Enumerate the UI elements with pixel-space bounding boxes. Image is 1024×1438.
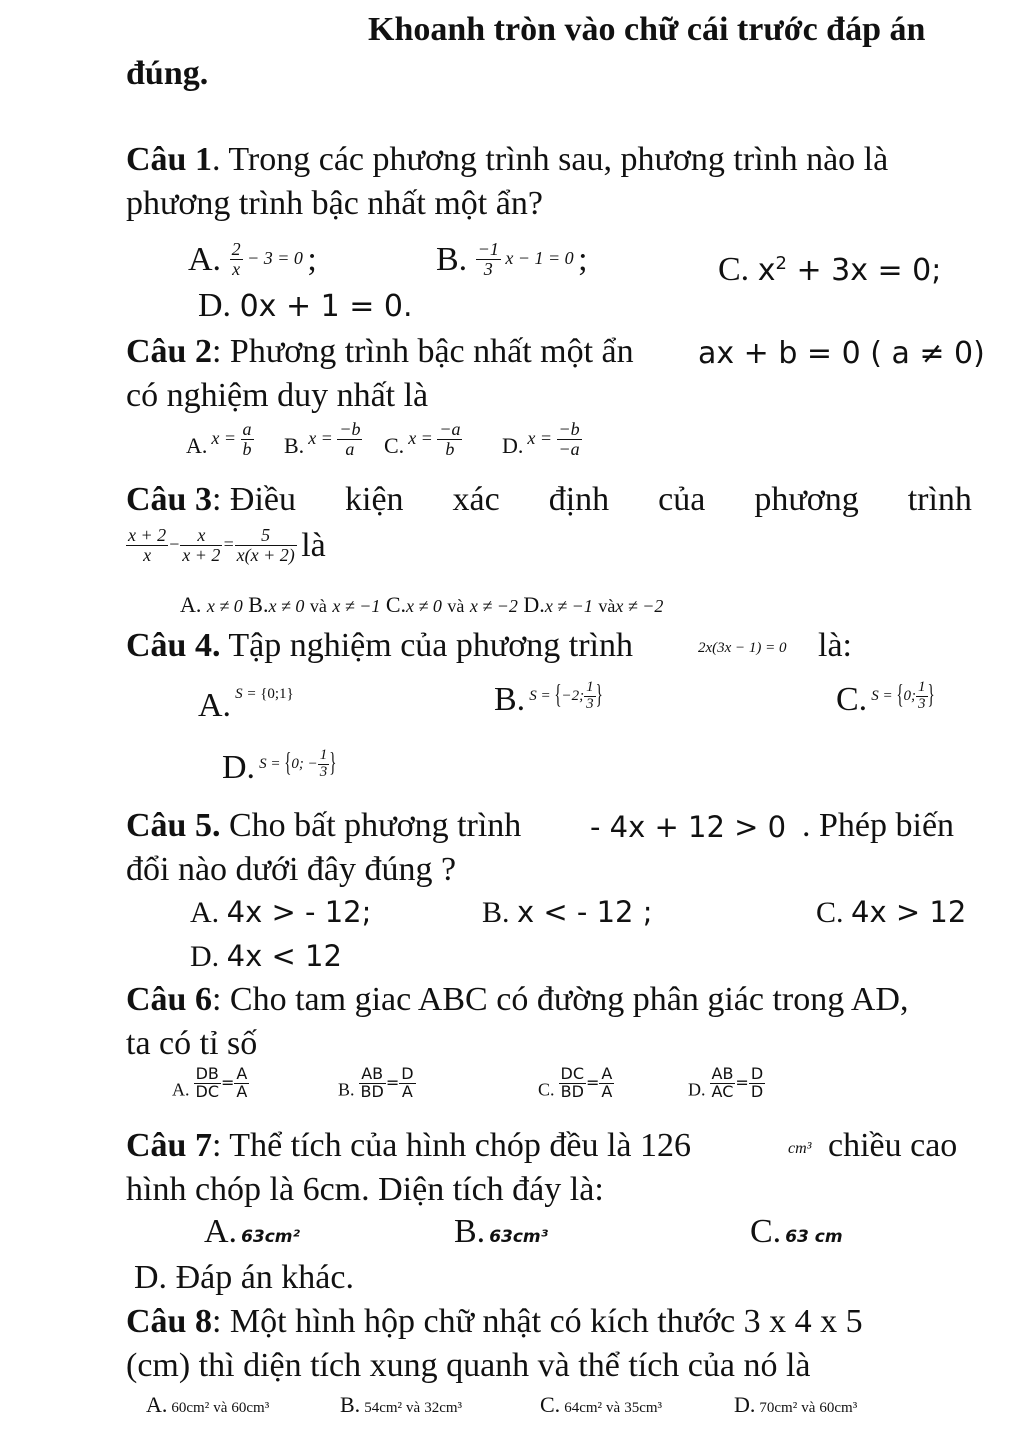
option-letter: C.	[384, 432, 405, 458]
option-letter: B.	[338, 1079, 355, 1100]
question-3-line-1	[126, 480, 972, 520]
q8-b-va: và	[406, 1400, 421, 1416]
question-2-equation: ax + b = 0 ( a ≠ 0)	[698, 336, 985, 371]
frac-den: −a	[558, 438, 580, 459]
question-7-text-a2: chiều cao	[828, 1127, 958, 1164]
frac-den: 3	[476, 259, 501, 279]
question-1-label: Câu 1	[126, 141, 212, 178]
q1-b-tail: ;	[578, 241, 588, 278]
frac-den: x(x + 2)	[236, 545, 295, 566]
q3-option-c[interactable]	[386, 592, 518, 617]
option-letter: B.	[248, 592, 269, 617]
q8-option-a[interactable]	[146, 1392, 269, 1418]
q3-word: xác	[452, 481, 500, 518]
q7-a-text: 63cm²	[241, 1227, 300, 1247]
q1-c-rest: + 3x = 0;	[796, 253, 942, 288]
q5-b-text: x < - 12 ;	[517, 895, 653, 929]
frac-den: D	[750, 1081, 764, 1101]
q3-eq-sign: =	[222, 533, 235, 554]
frac-num: 5	[261, 525, 271, 546]
q6-option-d[interactable]: D. $\frac{AB}{AC}$ = $\frac{D}{D}$	[688, 1064, 764, 1101]
question-5-line-1	[126, 806, 521, 846]
instruction-line-1: Khoanh tròn vào chữ cái trước đáp án	[368, 11, 926, 48]
q8-b-v1: 54cm²	[364, 1400, 403, 1416]
q3-option-d[interactable]	[523, 592, 663, 617]
q4-option-a[interactable]	[198, 686, 294, 726]
q3-b-va: và	[309, 596, 327, 616]
q1-c-base: x	[757, 253, 776, 288]
option-letter: D.	[523, 592, 545, 617]
q4-option-b[interactable]: B. S = {−2; $\frac{1}{3}$ }	[494, 679, 603, 718]
question-4-label: Câu 4.	[126, 627, 221, 664]
frac-num: AB	[361, 1064, 384, 1083]
frac-den: BD	[360, 1081, 384, 1101]
q3-c-text: x ≠ 0	[406, 596, 442, 616]
q8-b-v2: 32cm³	[424, 1400, 463, 1416]
q8-a-va: và	[213, 1400, 228, 1416]
q4-option-d[interactable]: D. S = {0; − $\frac{1}{3}$ }	[222, 747, 337, 786]
q8-option-b[interactable]	[340, 1392, 462, 1418]
frac-den: b	[242, 438, 252, 459]
q3-c-va: và	[447, 596, 465, 616]
q8-c-v1: 64cm²	[564, 1400, 603, 1416]
q4-b-s: S =	[529, 687, 551, 704]
option-letter: C.	[385, 592, 407, 617]
q8-d-v2: 60cm³	[819, 1400, 858, 1416]
q1-a-tail: ;	[307, 241, 317, 278]
q2-a-lhs: x =	[211, 427, 237, 448]
question-6-line-1	[126, 980, 908, 1020]
option-letter: C.	[750, 1213, 782, 1250]
q3-d-va: và	[598, 596, 616, 616]
q5-option-c[interactable]	[816, 894, 966, 931]
question-2-label: Câu 2	[126, 333, 212, 370]
option-letter: A.	[190, 896, 220, 929]
instruction-line-2: đúng.	[126, 55, 209, 92]
frac-num: DB	[195, 1064, 219, 1083]
q6-option-c[interactable]: C. $\frac{DC}{BD}$ = $\frac{A}{A}$	[538, 1064, 613, 1101]
q2-option-b[interactable]	[284, 420, 362, 459]
q2-b-lhs: x =	[308, 427, 333, 448]
q3-a-text: x ≠ 0	[206, 596, 243, 616]
q3-word: trình	[907, 481, 972, 518]
frac-num: 2	[231, 239, 241, 260]
q7-option-a[interactable]	[204, 1212, 300, 1252]
q4-option-c[interactable]: C. S = {0; $\frac{1}{3}$ }	[836, 679, 935, 718]
option-letter: D.	[198, 287, 232, 324]
frac-den: AC	[710, 1083, 736, 1101]
question-7-label: Câu 7	[126, 1127, 212, 1164]
q3-option-b[interactable]	[248, 592, 380, 617]
frac-num: a	[242, 419, 252, 439]
q3-c-text2: x ≠ −2	[469, 596, 518, 616]
q8-c-v2: 35cm³	[624, 1400, 663, 1416]
q4-b-pre: −2;	[561, 687, 585, 704]
q8-a-v1: 60cm²	[171, 1400, 210, 1416]
frac-num: 1	[319, 747, 328, 763]
option-letter: A.	[172, 1079, 190, 1100]
question-7-text-a: : Thể tích của hình chóp đều là 126	[211, 1127, 691, 1164]
frac-den: A	[399, 1083, 415, 1101]
q4-d-pre: 0; −	[291, 755, 318, 772]
question-5-equation: - 4x + 12 > 0	[590, 810, 787, 844]
q3-option-a[interactable]	[180, 592, 243, 617]
q2-option-a[interactable]	[186, 420, 254, 459]
frac-den: 3	[918, 695, 926, 712]
question-4-text-a: Tập nghiệm của phương trình	[220, 627, 634, 664]
option-letter: B.	[284, 432, 305, 458]
question-6-text-a: : Cho tam giac ABC có đường phân giác trong AD,	[211, 981, 909, 1018]
frac-num: x	[197, 525, 206, 546]
frac-den: 3	[319, 763, 328, 780]
question-5-label: Câu 5.	[126, 807, 221, 844]
option-letter: D.	[222, 749, 256, 786]
q5-option-b[interactable]	[482, 894, 653, 931]
q4-d-s: S =	[259, 755, 281, 772]
question-8-label: Câu 8	[126, 1303, 212, 1340]
frac-num: −b	[558, 419, 580, 439]
q8-c-va: và	[606, 1400, 621, 1416]
question-1-text-a: . Trong các phương trình sau, phương trình nào là	[211, 141, 889, 178]
q5-d-text: 4x < 12	[226, 939, 342, 973]
question-2-text-b: có nghiệm duy nhất là	[126, 377, 429, 414]
q1-option-d[interactable]	[198, 286, 413, 327]
frac-den: A	[601, 1081, 613, 1101]
q3-d-text: x ≠ −1	[544, 596, 593, 616]
q8-d-v1: 70cm²	[759, 1400, 798, 1416]
q7-option-c[interactable]	[750, 1212, 843, 1252]
question-3-label: Câu 3	[126, 481, 212, 518]
question-1-text-b: phương trình bậc nhất một ẩn?	[126, 185, 543, 222]
question-4-equation: 2x(3x − 1) = 0	[698, 640, 787, 656]
option-letter: D.	[134, 1259, 168, 1296]
frac-den: A	[236, 1081, 248, 1101]
q1-b-expr	[476, 239, 578, 280]
option-letter: A.	[198, 687, 232, 724]
q7-option-b[interactable]	[454, 1212, 548, 1252]
q3-word: : Điều	[211, 481, 297, 518]
q8-option-c[interactable]	[540, 1392, 662, 1418]
q2-c-lhs: x =	[408, 427, 433, 448]
frac-num: A	[601, 1064, 613, 1083]
q3-op: −	[168, 533, 181, 554]
option-letter: B.	[436, 241, 468, 278]
option-letter: A.	[188, 241, 222, 278]
question-4-line-1	[126, 626, 633, 666]
question-4-tail: là:	[818, 627, 852, 664]
q4-a-s: S =	[235, 686, 257, 702]
q1-b-rest: x − 1 = 0	[505, 248, 574, 268]
q3-d-text2: x ≠ −2	[615, 596, 664, 616]
question-5-text-a: Cho bất phương trình	[220, 807, 522, 844]
q8-d-va: và	[801, 1400, 816, 1416]
question-7-text-b: hình chóp là 6cm. Diện tích đáy là:	[126, 1171, 604, 1208]
frac-den: x + 2	[182, 545, 221, 566]
q3-options-row	[180, 592, 663, 618]
q1-option-c[interactable]	[718, 244, 941, 291]
question-1-line-1	[126, 140, 888, 180]
q2-option-c[interactable]	[384, 420, 462, 459]
frac-num: AB	[711, 1064, 734, 1083]
question-6-label: Câu 6	[126, 981, 212, 1018]
q1-option-b[interactable]	[436, 240, 588, 285]
q1-d-expr: 0x + 1 = 0.	[239, 289, 413, 324]
question-2-line-1	[126, 332, 634, 372]
frac-num: D	[401, 1064, 414, 1083]
q3-word: định	[548, 481, 610, 518]
q5-c-text: 4x > 12	[851, 895, 967, 929]
question-6-text-b: ta có tỉ số	[126, 1025, 258, 1062]
q1-c-expr	[758, 253, 942, 288]
q5-option-a[interactable]	[190, 894, 371, 931]
q3-word: của	[658, 481, 706, 518]
frac-den: 3	[586, 695, 594, 712]
q7-option-d[interactable]	[134, 1258, 354, 1298]
option-letter: A.	[180, 592, 202, 617]
q7-d-text: Đáp án khác.	[175, 1259, 354, 1296]
question-8-line-1	[126, 1302, 863, 1342]
q5-a-text: 4x > - 12;	[226, 895, 372, 929]
option-letter: D.	[688, 1079, 706, 1100]
q7-c-text: 63 cm	[785, 1227, 843, 1247]
option-letter: C.	[816, 896, 844, 929]
q6-option-b[interactable]: B. $\frac{AB}{BD}$ = $\frac{D}{A}$	[338, 1064, 414, 1101]
frac-num: −1	[477, 239, 499, 260]
frac-den: x	[126, 545, 168, 565]
question-2-text-a: : Phương trình bậc nhất một ẩn	[211, 333, 634, 370]
frac-den: DC	[195, 1081, 219, 1101]
q3-word: phương	[754, 481, 859, 518]
q2-option-d[interactable]	[502, 420, 582, 459]
option-letter: C.	[540, 1392, 561, 1417]
question-5-text-b: đổi nào dưới đây đúng ?	[126, 851, 457, 888]
option-letter: A.	[146, 1392, 168, 1417]
q4-c-pre: 0;	[903, 687, 917, 704]
option-letter: D.	[734, 1392, 756, 1417]
option-letter: D.	[190, 940, 220, 973]
q5-option-d[interactable]	[190, 938, 342, 975]
question-5-text-a2: . Phép biến	[802, 807, 955, 844]
question-8-text-a: : Một hình hộp chữ nhật có kích thước 3 x 4 x 5	[211, 1303, 863, 1340]
frac-den: BD	[559, 1083, 587, 1101]
option-letter: C.	[836, 681, 868, 718]
q1-c-exp: 2	[775, 253, 787, 274]
option-letter: A.	[186, 432, 208, 458]
q8-option-d[interactable]	[734, 1392, 857, 1418]
q3-word: kiện	[345, 481, 404, 518]
question-7-unit: cm³	[788, 1140, 812, 1157]
option-letter: C.	[538, 1079, 555, 1100]
q3-b-text2: x ≠ −1	[332, 596, 381, 616]
q8-a-v2: 60cm³	[231, 1400, 270, 1416]
q3-b-text: x ≠ 0	[268, 596, 305, 616]
q4-a-set: {0;1}	[260, 686, 294, 702]
frac-num: −a	[439, 419, 461, 439]
frac-den: a	[337, 439, 362, 459]
q3-tail: là	[301, 527, 326, 564]
question-7-line-1	[126, 1126, 691, 1166]
frac-num: 1	[586, 679, 594, 695]
frac-num: 1	[918, 679, 926, 695]
frac-den: b	[437, 439, 462, 459]
option-letter: B.	[494, 681, 526, 718]
option-letter: A.	[204, 1213, 238, 1250]
option-letter: B.	[454, 1213, 486, 1250]
option-letter: B.	[340, 1392, 361, 1417]
q1-option-a[interactable]	[188, 240, 317, 285]
frac-den: x	[230, 259, 243, 279]
option-letter: C.	[718, 251, 750, 288]
frac-num: x + 2	[128, 525, 167, 546]
q2-d-lhs: x =	[527, 427, 553, 448]
question-8-text-b: (cm) thì diện tích xung quanh và thể tích của nó là	[126, 1347, 811, 1384]
q6-option-a[interactable]: A. $\frac{DB}{DC}$ = $\frac{A}{A}$	[172, 1064, 248, 1101]
frac-num: DC	[560, 1064, 585, 1083]
question-3-equation	[126, 526, 326, 566]
frac-num: −b	[339, 419, 361, 439]
q4-c-s: S =	[871, 687, 893, 704]
option-letter: D.	[502, 432, 524, 458]
q7-b-text: 63cm³	[489, 1227, 549, 1247]
q1-a-expr	[230, 239, 308, 280]
frac-num: A	[236, 1064, 248, 1083]
q1-a-rest: − 3 = 0	[247, 248, 303, 268]
frac-num: D	[750, 1064, 764, 1083]
option-letter: B.	[482, 896, 510, 929]
